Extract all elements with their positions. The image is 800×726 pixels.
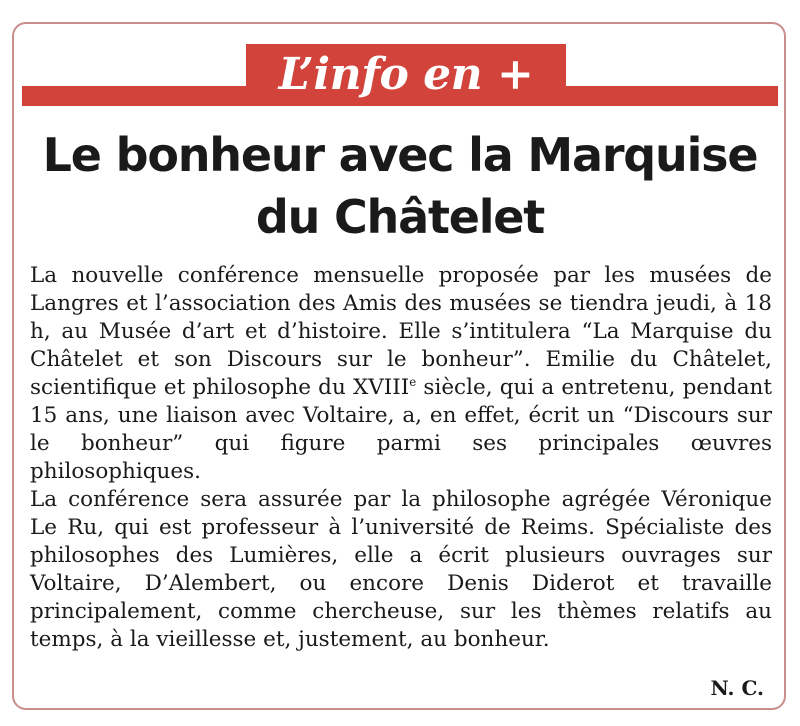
headline: Le bonheur avec la Marquise du Châtelet <box>42 128 758 244</box>
banner-title: L’info en + <box>278 49 534 100</box>
century-superscript: e <box>409 374 417 389</box>
article-body <box>30 262 772 654</box>
paragraph-1-text-a: La nouvelle conférence mensuelle proposée par les musées de Langres et l’association des Amis des musées se tiendra jeudi, à 18 h, au Musée d’art et d’histoire. Elle s’intitulera “La Marquise du Châtelet et son Discours sur le bonheur”. Emilie du Châtelet, scientifique et philosophe du XVIII <box>30 263 772 400</box>
paragraph-2: La conférence sera assurée par la philosophe agrégée Véronique Le Ru, qui est professeur à l’université de Reims. Spécialiste des philosophes des Lumières, elle a écrit plusieurs ouvrages sur Voltaire, D’Alembert, ou encore Denis Diderot et travaille principalement, comme chercheuse, sur les thèmes relatifs au temps, à la vieillesse et, justement, au bonheur. <box>30 487 772 652</box>
paragraph-1 <box>30 262 772 486</box>
paragraph-1-text-b: siècle, qui a entretenu, pendant 15 ans, une liaison avec Voltaire, a, en effet, écrit un “Discours sur le bonheur” qui figure parmi ses principales œuvres philosophiques. <box>30 375 772 484</box>
banner-label-box <box>246 44 566 106</box>
author-initials: N. C. <box>710 676 764 700</box>
